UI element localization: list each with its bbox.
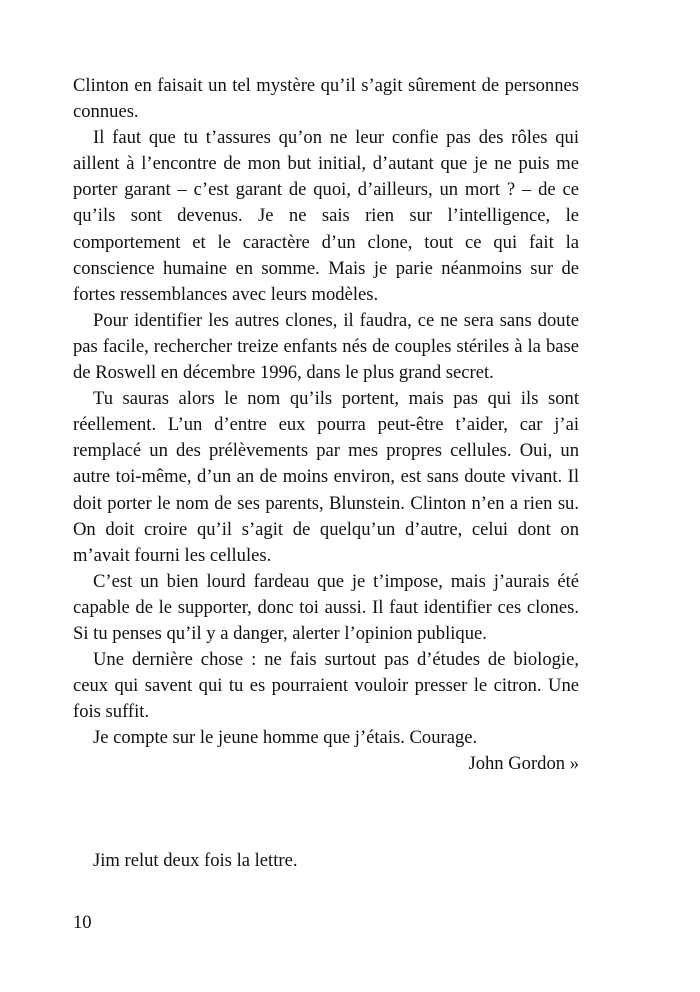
narrative-line: Jim relut deux fois la lettre. [93, 850, 298, 871]
letter-text [73, 73, 579, 778]
paragraph-2: Il faut que tu t’assures qu’on ne leur confie pas des rôles qui aillent à l’encontre de mon but initial, d’autant que je ne puis me porter garant – c’est garant de quoi, d’ailleurs, un mort ? – de ce qu’ils sont devenus. Je ne sais rien sur l’intelligence, le comportement et le caractère d’un clone, tout ce qui fait la conscience humaine en somme. Mais je parie néanmoins sur de fortes ressemblances avec leurs modèles. [73, 127, 579, 305]
page-number: 10 [73, 912, 92, 933]
paragraph-3: Pour identifier les autres clones, il faudra, ce ne sera sans doute pas facile, rechercher treize enfants nés de couples stériles à la base de Roswell en décembre 1996, dans le plus grand secret. [73, 309, 579, 384]
paragraph-5: C’est un bien lourd fardeau que je t’impose, mais j’aurais été capable de le supporter, donc toi aussi. Il faut identifier ces clones. Si tu penses qu’il y a danger, alerter l’opinion publique. [73, 570, 579, 644]
paragraph-6: Une dernière chose : ne fais surtout pas d’études de biologie, ceux qui savent qui tu es pourraient vouloir presser le citron. Une fois suffit. [73, 649, 579, 723]
paragraph-4: Tu sauras alors le nom qu’ils portent, mais pas qui ils sont réellement. L’un d’entre eux pourra peut-être t’aider, car j’ai remplacé un des prélèvements par mes propres cellules. Oui, un autre toi-même, d’un an de moins environ, est sans doute vivant. Il doit porter le nom de ses parents, Blunstein. Clinton n’en a rien su. On doit croire qu’il s’agit de quelqu’un d’autre, celui dont on m’avait fourni les cellules. [73, 388, 579, 566]
letter-signature: John Gordon » [468, 753, 579, 775]
paragraph-7: Je compte sur le jeune homme que j’étais. Courage. [93, 727, 478, 749]
paragraph-1: Clinton en faisait un tel mystère qu’il s’agit sûrement de personnes connues. [73, 75, 579, 123]
